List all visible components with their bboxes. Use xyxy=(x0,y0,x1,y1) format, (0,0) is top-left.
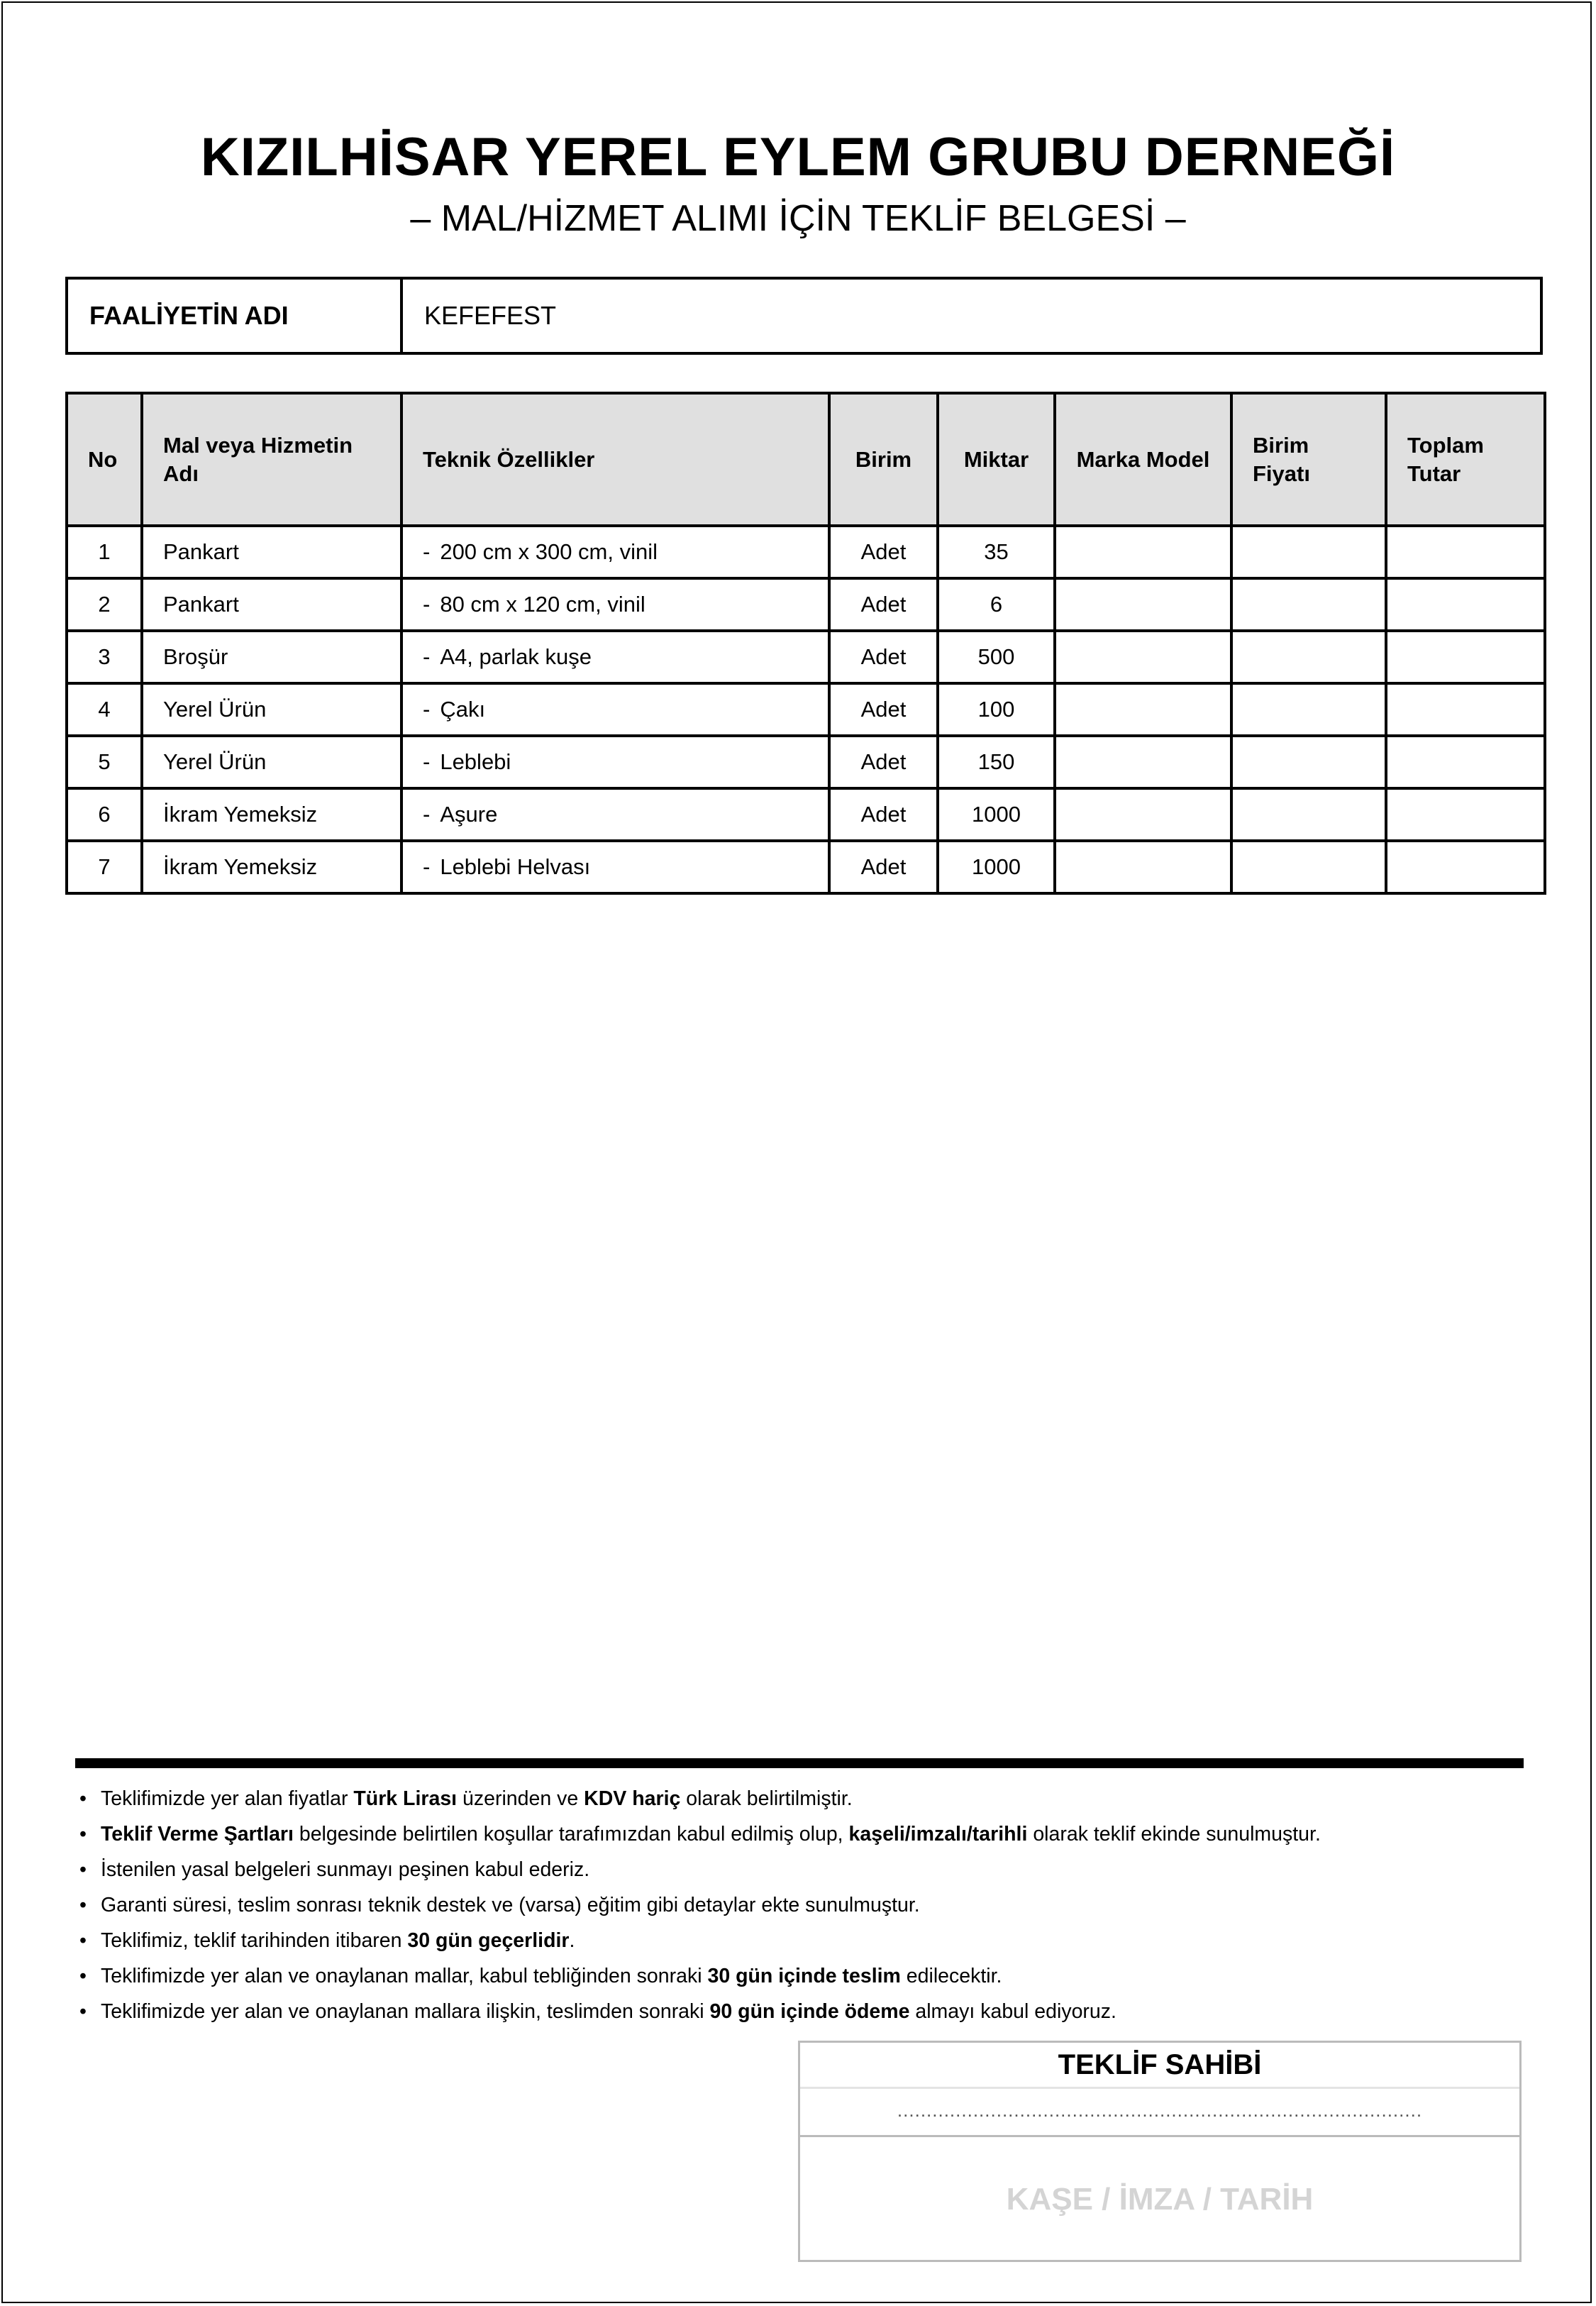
cell-no: 7 xyxy=(67,841,142,893)
stamp-placeholder: KAŞE / İMZA / TARİH xyxy=(1006,2182,1314,2217)
cell-name: İkram Yemeksiz xyxy=(142,841,401,893)
cell-specs: - A4, parlak kuşe xyxy=(401,631,829,683)
term-item: • Teklifimizde yer alan ve onaylanan mallar, kabul tebliğinden sonraki 30 gün içinde teslim edilecektir. xyxy=(79,1965,1002,1987)
cell-unit: Adet xyxy=(829,736,938,788)
cell-brand[interactable] xyxy=(1055,631,1231,683)
header-unit-price: Birim Fiyatı xyxy=(1231,393,1386,526)
table-row xyxy=(67,578,1545,631)
signature-box xyxy=(798,2041,1522,2262)
term-item: • Teklifimizde yer alan ve onaylanan mallara ilişkin, teslimden sonraki 90 gün içinde ödeme almayı kabul ediyoruz. xyxy=(79,2000,1116,2023)
cell-qty: 500 xyxy=(938,631,1055,683)
cell-unit: Adet xyxy=(829,578,938,631)
cell-name: İkram Yemeksiz xyxy=(142,788,401,841)
bullet-icon: • xyxy=(79,1823,87,1846)
cell-name: Pankart xyxy=(142,578,401,631)
cell-unit-price[interactable] xyxy=(1231,841,1386,893)
terms-divider xyxy=(75,1758,1524,1768)
header-no: No xyxy=(67,393,142,526)
cell-brand[interactable] xyxy=(1055,788,1231,841)
bullet-icon: • xyxy=(79,1929,87,1952)
term-item: • Garanti süresi, teslim sonrası teknik destek ve (varsa) eğitim gibi detaylar ekte sunulmuştur. xyxy=(79,1894,920,1916)
cell-name: Yerel Ürün xyxy=(142,683,401,736)
cell-brand[interactable] xyxy=(1055,841,1231,893)
cell-no: 1 xyxy=(67,526,142,578)
cell-name: Broşür xyxy=(142,631,401,683)
cell-unit-price[interactable] xyxy=(1231,631,1386,683)
cell-name: Yerel Ürün xyxy=(142,736,401,788)
cell-unit: Adet xyxy=(829,526,938,578)
terms-list xyxy=(79,1781,1541,2029)
cell-total[interactable] xyxy=(1386,788,1545,841)
cell-brand[interactable] xyxy=(1055,526,1231,578)
table-row xyxy=(67,683,1545,736)
activity-box xyxy=(65,277,1543,355)
cell-specs: - 200 cm x 300 cm, vinil xyxy=(401,526,829,578)
cell-unit-price[interactable] xyxy=(1231,526,1386,578)
term-item: • Teklifimizde yer alan fiyatlar Türk Lirası üzerinden ve KDV hariç olarak belirtilmiştir. xyxy=(79,1787,853,1810)
table-row xyxy=(67,526,1545,578)
cell-specs-text: 200 cm x 300 cm, vinil xyxy=(440,539,658,564)
header-total: Toplam Tutar xyxy=(1386,393,1545,526)
term-item: • Teklifimiz, teklif tarihinden itibaren 30 gün geçerlidir. xyxy=(79,1929,575,1952)
cell-specs-text: Aşure xyxy=(440,802,498,827)
organization-title: KIZILHİSAR YEREL EYLEM GRUBU DERNEĞİ xyxy=(200,127,1396,187)
cell-total[interactable] xyxy=(1386,683,1545,736)
cell-qty: 1000 xyxy=(938,841,1055,893)
cell-specs: - 80 cm x 120 cm, vinil xyxy=(401,578,829,631)
header-qty: Miktar xyxy=(938,393,1055,526)
bullet-icon: • xyxy=(79,1965,87,1987)
cell-specs: - Leblebi Helvası xyxy=(401,841,829,893)
table-header-row xyxy=(67,393,1545,526)
cell-unit: Adet xyxy=(829,631,938,683)
cell-specs-text: Leblebi xyxy=(440,749,511,774)
header-unit: Birim xyxy=(829,393,938,526)
cell-qty: 1000 xyxy=(938,788,1055,841)
header-specs: Teknik Özellikler xyxy=(401,393,829,526)
table-row xyxy=(67,631,1545,683)
cell-qty: 6 xyxy=(938,578,1055,631)
table-row xyxy=(67,841,1545,893)
cell-qty: 35 xyxy=(938,526,1055,578)
cell-unit-price[interactable] xyxy=(1231,683,1386,736)
cell-unit: Adet xyxy=(829,683,938,736)
cell-total[interactable] xyxy=(1386,841,1545,893)
activity-value: KEFEFEST xyxy=(424,301,557,330)
cell-specs: - Leblebi xyxy=(401,736,829,788)
table-row xyxy=(67,736,1545,788)
cell-total[interactable] xyxy=(1386,631,1545,683)
cell-brand[interactable] xyxy=(1055,736,1231,788)
cell-qty: 150 xyxy=(938,736,1055,788)
cell-brand[interactable] xyxy=(1055,683,1231,736)
cell-total[interactable] xyxy=(1386,736,1545,788)
bullet-icon: • xyxy=(79,1894,87,1916)
cell-no: 2 xyxy=(67,578,142,631)
bullet-icon: • xyxy=(79,1787,87,1810)
document-subtitle: – MAL/HİZMET ALIMI İÇİN TEKLİF BELGESİ – xyxy=(410,198,1186,239)
cell-unit: Adet xyxy=(829,788,938,841)
cell-specs: - Aşure xyxy=(401,788,829,841)
header-brand: Marka Model xyxy=(1055,393,1231,526)
cell-no: 6 xyxy=(67,788,142,841)
cell-specs-text: A4, parlak kuşe xyxy=(440,644,592,669)
cell-specs-text: Çakı xyxy=(440,697,486,722)
cell-unit-price[interactable] xyxy=(1231,736,1386,788)
term-item: • Teklif Verme Şartları belgesinde belirtilen koşullar tarafımızdan kabul edilmiş olup, kaşeli/imzalı/tarihli olarak teklif ekinde sunulmuştur. xyxy=(79,1823,1321,1846)
cell-total[interactable] xyxy=(1386,526,1545,578)
cell-unit-price[interactable] xyxy=(1231,578,1386,631)
cell-no: 5 xyxy=(67,736,142,788)
signature-line[interactable]: .......................................................................................... xyxy=(800,2089,1519,2137)
cell-name: Pankart xyxy=(142,526,401,578)
cell-unit-price[interactable] xyxy=(1231,788,1386,841)
term-item: • İstenilen yasal belgeleri sunmayı peşinen kabul ederiz. xyxy=(79,1858,590,1881)
signature-title: TEKLİF SAHİBİ xyxy=(800,2043,1519,2089)
table-row xyxy=(67,788,1545,841)
bullet-icon: • xyxy=(79,2000,87,2023)
activity-label: FAALİYETİN ADI xyxy=(68,280,403,352)
cell-specs-text: 80 cm x 120 cm, vinil xyxy=(440,592,645,617)
cell-brand[interactable] xyxy=(1055,578,1231,631)
cell-specs-text: Leblebi Helvası xyxy=(440,854,591,879)
bullet-icon: • xyxy=(79,1858,87,1881)
header-name: Mal veya Hizmetin Adı xyxy=(142,393,401,526)
cell-no: 3 xyxy=(67,631,142,683)
items-table xyxy=(65,392,1546,895)
cell-specs: - Çakı xyxy=(401,683,829,736)
cell-unit: Adet xyxy=(829,841,938,893)
cell-no: 4 xyxy=(67,683,142,736)
cell-qty: 100 xyxy=(938,683,1055,736)
cell-total[interactable] xyxy=(1386,578,1545,631)
